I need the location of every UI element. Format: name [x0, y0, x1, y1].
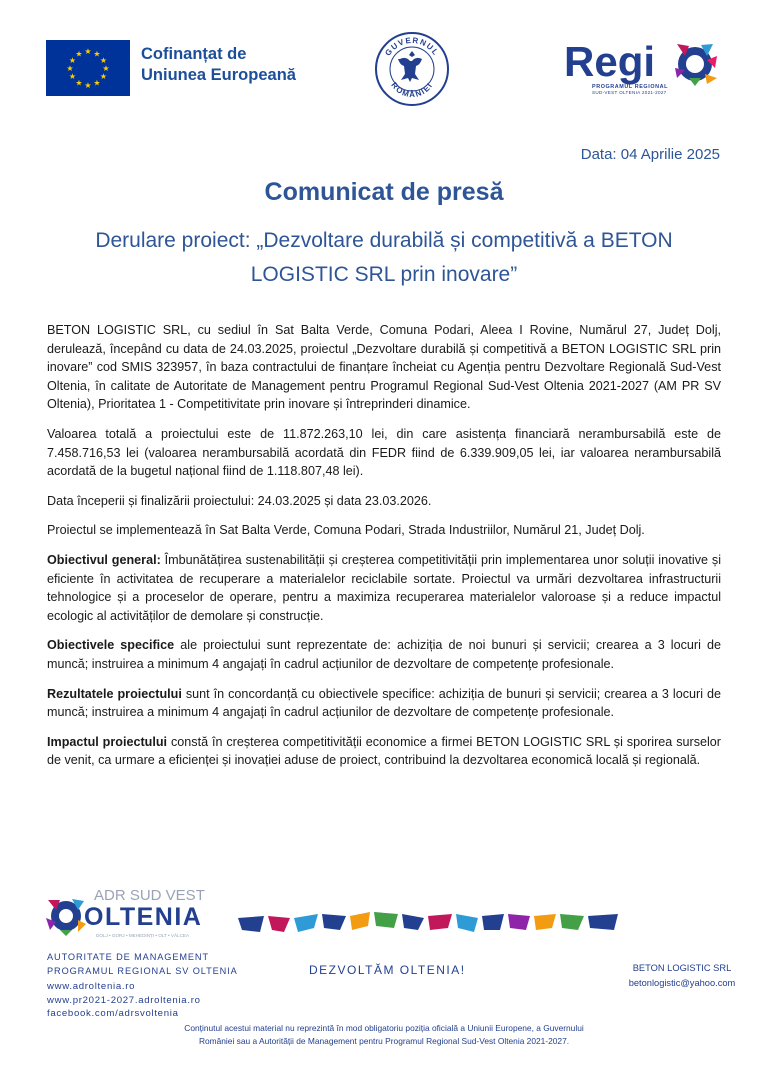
disclaimer-line1: Conținutul acestui material nu reprezintă în mod obligatoriu poziția oficială a Uniunii Europene, a Guvernului	[184, 1023, 584, 1033]
regio-sub2: SUD-VEST OLTENIA 2021-2027	[592, 90, 667, 95]
impact-text: constă în creșterea competitivității economice a firmei BETON LOGISTIC SRL și sporirea surselor de venit, ca urmare a eficienței și inovației aduse de proiect, contribuind la dezvoltarea economică locală și regională.	[47, 734, 721, 768]
svg-text:★: ★	[75, 78, 83, 88]
oltenia-o-mark-icon	[46, 899, 86, 936]
adr-line1: ADR SUD VEST	[94, 887, 205, 904]
am-line2: PROGRAMUL REGIONAL SV OLTENIA	[47, 965, 238, 976]
svg-text:★: ★	[93, 78, 101, 88]
eu-text-line2: Uniunea Europeană	[141, 66, 296, 84]
paragraph-impact	[47, 733, 721, 770]
results-text: sunt în concordanță cu obiectivele specifice: achiziția de bunuri și servicii; crearea a 3 locuri de muncă; instruirea a minimum 4 angajați în cadrul acțiunilor de dezvoltare de competențe profesionale.	[47, 686, 722, 720]
eu-text-line1: Cofinanțat de	[141, 45, 247, 63]
paragraph-value: Valoarea totală a proiectului este de 11.872.263,10 lei, din care asistența financiară nerambursabilă este de 7.458.716,53 lei (valoarea nerambursabilă acordată din FEDR fiind de 6.339.909,05 lei, iar valoarea nerambursabilă acordată de la bugetul național fiind de 1.118.807,48 lei).	[47, 426, 721, 479]
press-release-date: Data: 04 Aprilie 2025	[580, 146, 720, 163]
romanian-government-seal	[374, 31, 450, 107]
managing-authority-block	[47, 951, 238, 978]
svg-text:★: ★	[99, 72, 108, 81]
beneficiary-contact	[612, 961, 752, 991]
svg-text:GUVERNUL: GUVERNUL	[383, 35, 441, 58]
svg-text:★: ★	[93, 49, 101, 59]
specific-objectives-text: ale proiectului sunt reprezentate de: achiziția de noi bunuri și servicii; crearea a 3 locuri de muncă; instruirea a minimum 4 angajați în cadrul acțiunilor de dezvoltare de competențe profesionale.	[47, 638, 721, 671]
eu-cofinancing-text	[141, 44, 296, 86]
eu-flag-icon	[46, 40, 130, 96]
disclaimer-line2: României sau a Autorității de Management pentru Programul Regional Sud-Vest Oltenia 2021-2027.	[198, 1035, 570, 1046]
results-label: Rezultatele proiectului	[47, 686, 182, 701]
svg-text:★: ★	[75, 49, 83, 59]
link-adroltenia[interactable]: www.adroltenia.ro	[47, 981, 136, 992]
page-title: Comunicat de presă	[264, 178, 504, 206]
svg-text:ROMÂNIEI: ROMÂNIEI	[389, 80, 435, 100]
svg-text:★: ★	[102, 64, 110, 73]
footer-links	[47, 980, 201, 1021]
general-objective-text: Îmbunătățirea sustenabilității și creșterea competitivității prin implementarea unor soluții inovative și eficiente în activitatea de recuperare a materialelor reciclabile sortate. Proiectul va urmări dezvoltarea infrastructurii tehnologice și a proceselor de operare, pentru a maximiza recuperarea materialelor valoroase și a reduce impactul ecologic al activităților de demolare și construcție.	[47, 552, 722, 623]
link-facebook[interactable]: facebook.com/adrsvoltenia	[47, 1008, 179, 1019]
decorative-color-strip	[238, 904, 620, 934]
paragraph-specific-objectives	[47, 636, 721, 673]
svg-text:★: ★	[68, 72, 77, 81]
paragraph-dates: Data începerii și finalizării proiectului: 24.03.2025 și data 23.03.2026.	[47, 493, 432, 508]
svg-text:★: ★	[66, 64, 74, 73]
adr-line2: OLTENIA	[84, 903, 203, 931]
company-email[interactable]: betonlogistic@yahoo.com	[628, 978, 736, 988]
regio-o-mark-icon	[675, 44, 717, 86]
press-release-body	[47, 321, 721, 781]
svg-text:★: ★	[68, 56, 77, 65]
link-pr2021-2027[interactable]: www.pr2021-2027.adroltenia.ro	[47, 994, 201, 1006]
paragraph-results	[47, 685, 721, 722]
svg-text:★: ★	[99, 56, 108, 65]
adr-sud-vest-oltenia-logo	[44, 884, 236, 946]
paragraph-general-objective	[47, 551, 721, 625]
general-objective-label: Obiectivul general:	[47, 552, 161, 567]
regio-sub1: PROGRAMUL REGIONAL	[592, 84, 668, 90]
svg-text:★: ★	[84, 81, 92, 90]
impact-label: Impactul proiectului	[47, 734, 168, 749]
company-name: BETON LOGISTIC SRL	[632, 963, 732, 973]
svg-text:★: ★	[84, 47, 92, 56]
regio-logo	[564, 38, 724, 100]
paragraph-location: Proiectul se implementează în Sat Balta Verde, Comuna Podari, Strada Industriilor, Numărul 21, Județ Dolj.	[47, 523, 645, 538]
specific-objectives-label: Obiectivele specifice	[47, 638, 175, 653]
eagle-icon	[398, 51, 422, 82]
project-subtitle: Derulare proiect: „Dezvoltare durabilă și competitivă a BETON LOGISTIC SRL prin inovare”	[95, 229, 673, 286]
paragraph-intro: BETON LOGISTIC SRL, cu sediul în Sat Balta Verde, Comuna Podari, Aleea I Rovine, Numărul 27, Județ Dolj, derulează, începând cu data de 24.03.2025, proiectul „Dezvoltare durabilă și competitivă a BETON LOGISTIC SRL prin inovare” cod SMIS 323957, în baza contractului de finanțare încheiat cu Agenția pentru Dezvoltare Regională Sud-Vest Oltenia, în calitate de Autoritate de Management pentru Programul Regional Sud-Vest Oltenia 2021-2027 (AM PR SV Oltenia), Prioritatea 1 - Competitivitate prin inovare și întreprinderi dinamice.	[47, 323, 721, 412]
regio-word: Regi	[564, 38, 656, 85]
am-line1: AUTORITATE DE MANAGEMENT	[47, 952, 209, 962]
eu-disclaimer	[110, 1022, 658, 1047]
adr-counties: DOLJ • GORJ • MEHEDINȚI • OLT • VÂLCEA	[96, 933, 190, 938]
footer-slogan: DEZVOLTĂM OLTENIA!	[309, 963, 466, 977]
